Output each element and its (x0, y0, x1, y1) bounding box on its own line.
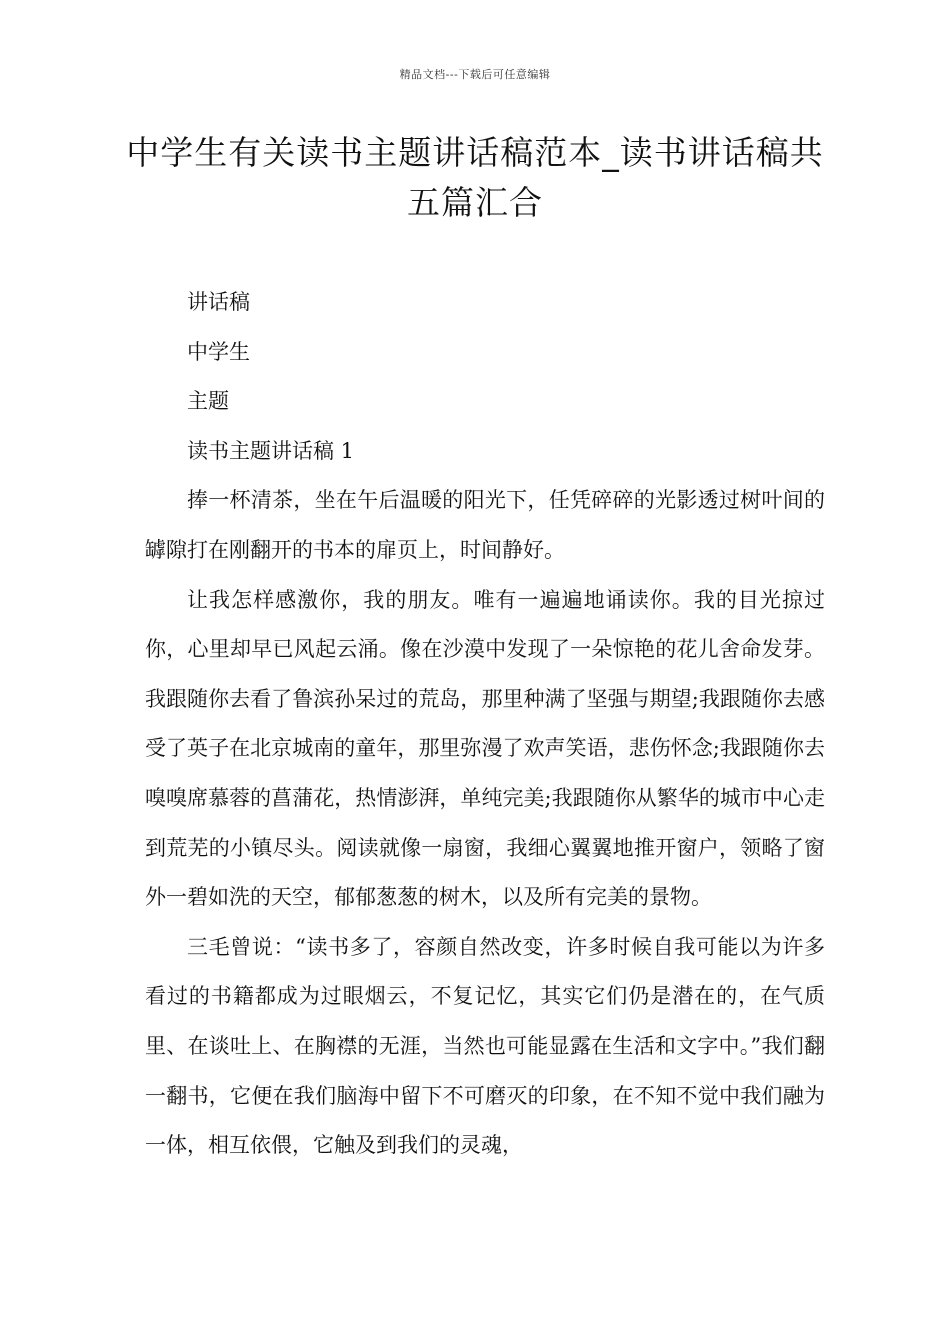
body-paragraph: 三毛曾说：“读书多了，容颜自然改变，许多时候自我可能以为许多看过的书籍都成为过眼烟云，不复记忆，其实它们仍是潜在的，在气质里、在谈吐上、在胸襟的无涯，当然也可能显露在生活和文字中。”我们翻一翻书，它便在我们脑海中留下不可磨灭的印象，在不知不觉中我们融为一体，相互依偎，它触及到我们的灵魂， (145, 934, 825, 1158)
document-title: 中学生有关读书主题讲话稿范本_读书讲话稿共五篇汇合 (126, 133, 824, 222)
keyword-line: 讲话稿 (187, 290, 250, 314)
body-paragraph: 捧一杯清茶，坐在午后温暖的阳光下，任凭碎碎的光影透过树叶间的罅隙打在刚翻开的书本的扉页上，时间静好。 (145, 488, 825, 562)
section-heading: 读书主题讲话稿 1 (187, 438, 355, 463)
keyword-line: 主题 (187, 389, 229, 414)
body-paragraph: 让我怎样感激你，我的朋友。唯有一遍遍地诵读你。我的目光掠过你，心里却早已风起云涌。像在沙漠中发现了一朵惊艳的花儿舍命发芽。我跟随你去看了鲁滨孙呆过的荒岛，那里种满了坚强与期望;我跟随你去感受了英子在北京城南的童年，那里弥漫了欢声笑语，悲伤怀念;我跟随你去嗅嗅席慕蓉的菖蒲花，热情澎湃，单纯完美;我跟随你从繁华的城市中心走到荒芜的小镇尽头。阅读就像一扇窗，我细心翼翼地推开窗户，领略了窗外一碧如洗的天空，郁郁葱葱的树木，以及所有完美的景物。 (145, 587, 825, 910)
document-body (145, 278, 825, 1171)
keyword-line: 中学生 (187, 339, 250, 364)
header-note: 精品文档---下载后可任意编辑 (399, 68, 551, 81)
